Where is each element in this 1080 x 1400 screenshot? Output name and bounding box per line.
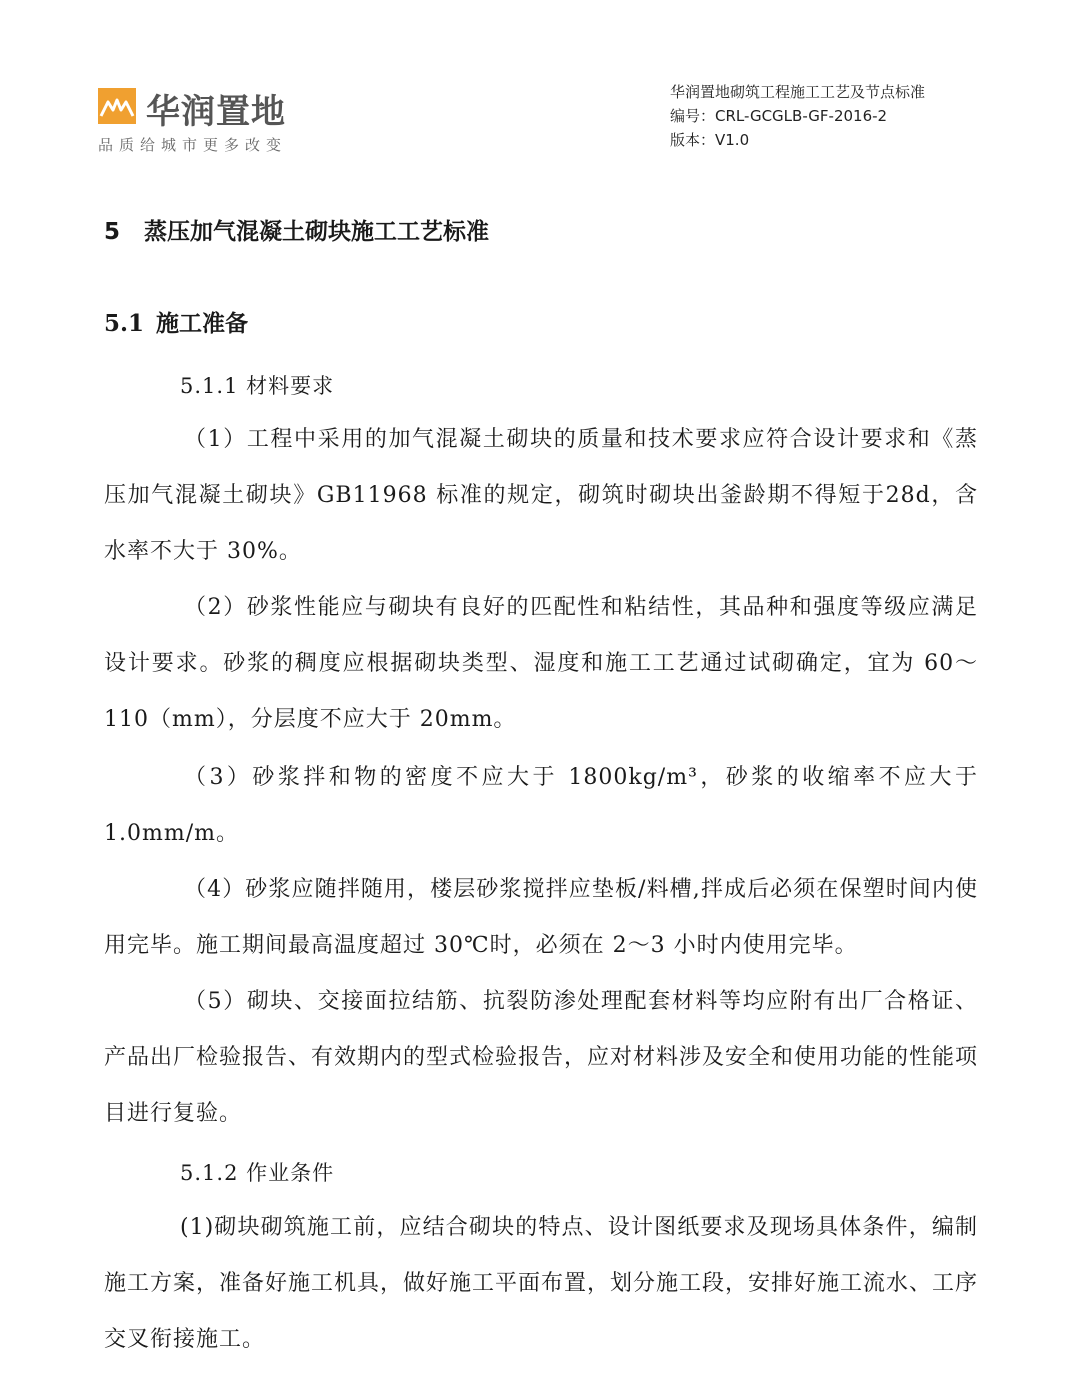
subsection-number: 5.1 <box>104 310 145 337</box>
section-heading <box>104 213 489 246</box>
document-version: 版本：V1.0 <box>670 131 750 149</box>
materials-heading: 5.1.1 材料要求 <box>180 374 335 398</box>
conditions-heading: 5.1.2 作业条件 <box>180 1161 335 1185</box>
brand-slogan: 品质给城市更多改变 <box>98 136 288 154</box>
document-title: 华润置地砌筑工程施工工艺及节点标准 <box>670 83 926 101</box>
document-meta <box>670 80 1050 152</box>
section-number: 5 <box>104 219 121 245</box>
conditions-item-1: (1)砌块砌筑施工前，应结合砌块的特点、设计图纸要求及现场具体条件，编制施工方案，准备好施工机具，做好施工平面布置，划分施工段，安排好施工流水、工序交叉衔接施工。 <box>104 1215 979 1352</box>
subsection-title: 施工准备 <box>156 310 248 337</box>
materials-item-1: （1）工程中采用的加气混凝土砌块的质量和技术要求应符合设计要求和《蒸压加气混凝土砌块》GB11968 标准的规定，砌筑时砌块出釜龄期不得短于28d，含水率不大于 30%。 <box>104 427 978 564</box>
materials-item-4: （4）砂浆应随拌随用，楼层砂浆搅拌应垫板/料槽,拌成后必须在保塑时间内使用完毕。施工期间最高温度超过 30℃时，必须在 2～3 小时内使用完毕。 <box>104 877 978 958</box>
brand-logo <box>98 84 338 164</box>
subsection-heading <box>104 305 248 338</box>
materials-item-3: （3）砂浆拌和物的密度不应大于 1800kg/m³，砂浆的收缩率不应大于1.0mm/m。 <box>104 765 978 846</box>
document-code: 编号：CRL-GCGLB-GF-2016-2 <box>670 107 888 125</box>
materials-item-2: （2）砂浆性能应与砌块有良好的匹配性和粘结性，其品种和强度等级应满足设计要求。砂浆的稠度应根据砌块类型、湿度和施工工艺通过试砌确定，宜为 60～110（mm），分层度不应大于 20mm。 <box>104 595 978 732</box>
brand-logo-icon <box>98 88 136 124</box>
materials-item-5: （5）砌块、交接面拉结筋、抗裂防渗处理配套材料等均应附有出厂合格证、产品出厂检验报告、有效期内的型式检验报告，应对材料涉及安全和使用功能的性能项目进行复验。 <box>104 989 979 1126</box>
brand-name: 华润置地 <box>146 92 286 132</box>
section-title: 蒸压加气混凝土砌块施工工艺标准 <box>144 219 489 245</box>
